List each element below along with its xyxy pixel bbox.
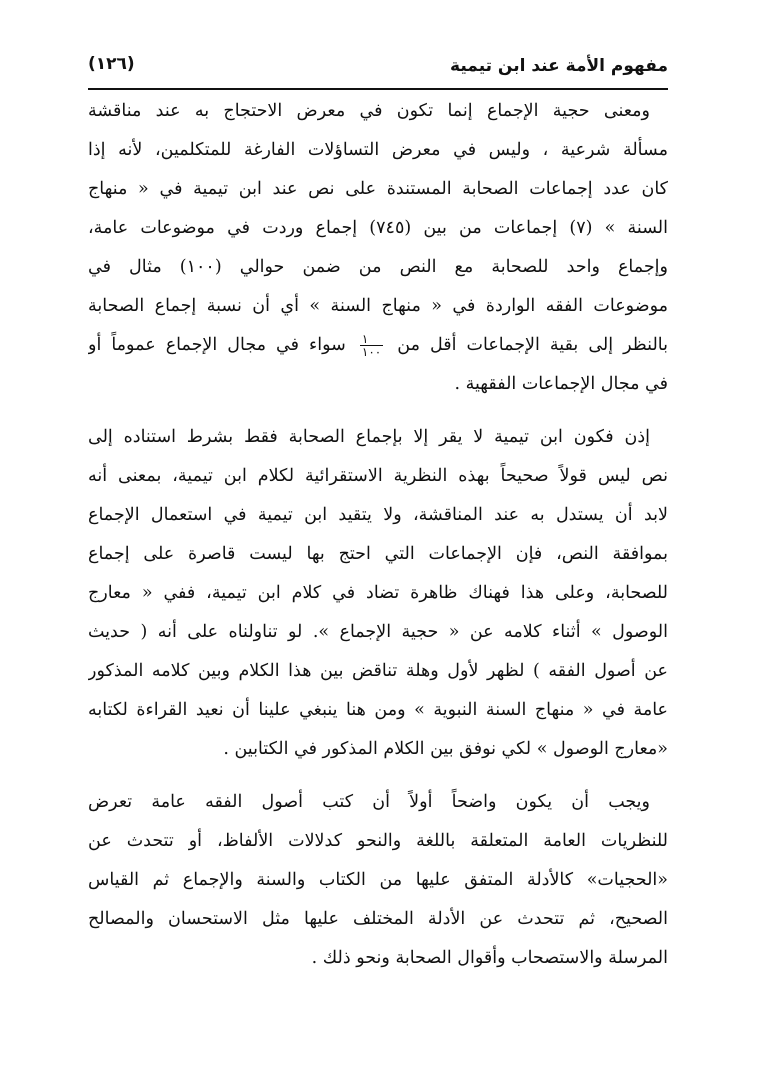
paragraph-1 [88,92,668,404]
text-line: إذن فكون ابن تيمية لا يقر إلا بإجماع الصحابة فقط بشرط استناده إلى [88,427,650,447]
text-line-with-fraction [88,326,668,365]
text-line: بموافقة النص، فإن الإجماعات التي احتج بها ليست قاصرة على إجماع [88,544,668,564]
header-divider [88,88,668,90]
text-line: مسألة شرعية ، وليس في معرض التساؤلات الفارغة للمتكلمين، لأنه إذا [88,140,668,160]
text-line: للصحابة، وعلى هذا فهناك ظاهرة تضاد في كلام ابن تيمية، ففي « معارج [88,583,668,603]
running-title: مفهوم الأمة عند ابن تيمية [450,56,668,76]
text-line: ويجب أن يكون واضحاً أولاً أن كتب أصول الفقه عامة تعرض [88,792,650,812]
paragraph-2 [88,418,668,769]
text-line: عن أصول الفقه ) لظهر لأول وهلة تناقض بين هذا الكلام وبين كلامه المذكور [88,661,668,681]
fraction-numerator: ١ [360,333,383,346]
fraction [360,333,383,358]
text-segment: سواء في مجال الإجماع عموماً أو [88,335,346,355]
text-line: نص ليس قولاً صحيحاً بهذه النظرية الاستقرائية لكلام ابن تيمية، بمعنى أنه [88,466,668,486]
text-line: «معارج الوصول » لكي نوفق بين الكلام المذكور في الكتابين . [223,739,668,759]
text-line: السنة » (٧) إجماعات من بين (٧٤٥) إجماع وردت في موضوعات عامة، [88,218,668,238]
body-text [88,92,668,992]
text-line: الصحيح، ثم تتحدث عن الأدلة المختلف عليها مثل الاستحسان والمصالح [88,909,668,929]
text-line: الوصول » أثناء كلامه عن « حجية الإجماع ». لو تناولناه على أنه ( حديث [88,622,668,642]
text-line: وإجماع واحد للصحابة مع النص من ضمن حوالي (١٠٠) مثال في [88,257,668,277]
text-segment: بالنظر إلى بقية الإجماعات أقل من [397,335,668,355]
text-line: المرسلة والاستصحاب وأقوال الصحابة ونحو ذلك . [311,948,668,968]
text-line: «الحجيات» كالأدلة المتفق عليها من الكتاب والسنة والإجماع ثم القياس [88,870,668,890]
text-line: لابد أن يستدل به عند المناقشة، ولا يتقيد ابن تيمية في استعمال الإجماع [88,505,668,525]
text-line: عامة في « منهاج السنة النبوية » ومن هنا ينبغي علينا أن نعيد القراءة لكتابه [88,700,668,720]
text-line: في مجال الإجماعات الفقهية . [454,374,668,394]
text-line: كان عدد إجماعات الصحابة المستندة على نص عند ابن تيمية في « منهاج [88,179,668,199]
fraction-denominator: ١٠٠ [361,345,382,359]
text-line: موضوعات الفقه الواردة في « منهاج السنة » أي أن نسبة إجماع الصحابة [88,296,668,316]
text-line: ومعنى حجية الإجماع إنما تكون في معرض الاحتجاج به عند مناقشة [88,101,650,121]
page-number: (١٢٦) [88,54,135,74]
text-line: للنظريات العامة المتعلقة باللغة والنحو كدلالات الألفاظ، أو تتحدث عن [88,831,668,851]
paragraph-3 [88,783,668,978]
running-header [88,52,668,86]
